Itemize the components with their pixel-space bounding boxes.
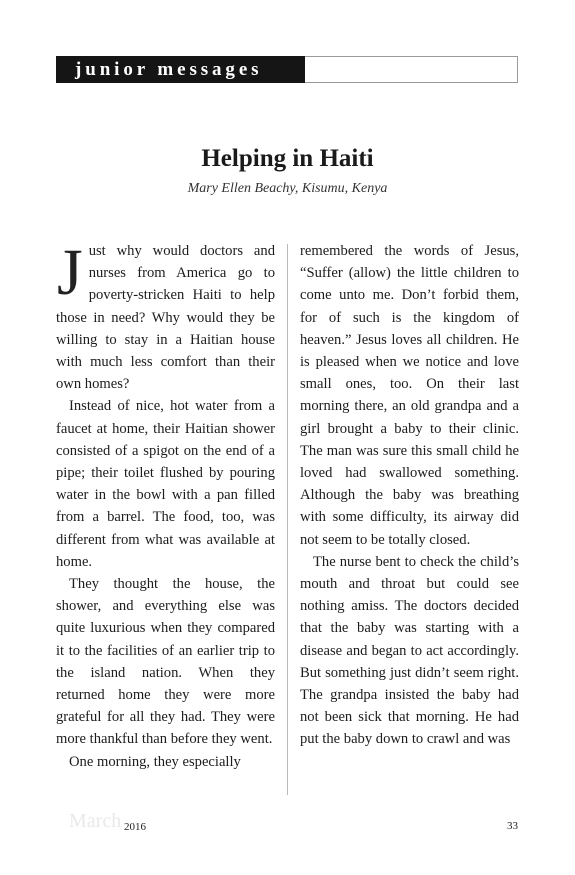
column-divider <box>287 244 288 795</box>
footer-year: 2016 <box>124 821 146 833</box>
paragraph-3: They thought the house, the shower, and everything else was quite luxurious when they compared it to the facilities of an earlier trip to the island nation. When they returned home they were more grateful for all they had. They were more thankful than before they went. <box>56 576 275 748</box>
section-header <box>56 56 518 83</box>
right-column <box>300 240 519 751</box>
section-label: junior messages <box>56 56 305 83</box>
paragraph-6: The nurse bent to check the child’s mouth and throat but could see nothing amiss. The doctors decided that the baby was starting with a disease and began to act accordingly. But something just didn’t seem right. The grandpa insisted the baby had not been sick that morning. He had put the baby down to crawl and was <box>300 553 519 748</box>
footer-month: March <box>69 810 122 832</box>
paragraph-1 <box>56 236 275 395</box>
paragraph-5: remembered the words of Jesus, “Suffer (allow) the little children to come unto me. Don’t forbid them, for of such is the kingdom of heaven.” Jesus loves all children. He is pleased when we notice and love small ones, too. On their last morning there, an old grandpa and a girl brought a baby to their clinic. The man was sure this small child he loved had swallowed something. Although the baby was breathing with some difficulty, its airway did not seem to be totally closed. <box>300 243 519 548</box>
paragraph-4: One morning, they especially <box>69 753 241 770</box>
drop-cap: J <box>57 236 83 309</box>
paragraph-1-text: ust why would doctors and nurses from America go to poverty-stricken Haiti to help those in need? Why would they be willing to stay in a Haitian house with much less comfort than their own homes? <box>56 243 275 393</box>
paragraph-2: Instead of nice, hot water from a faucet at home, their Haitian shower consisted of a spigot on the end of a pipe; their toilet flushed by pouring water in the bowl with a pan filled from a barrel. The food, too, was different from what was available at home. <box>56 398 275 570</box>
left-column <box>56 236 275 773</box>
article-byline: Mary Ellen Beachy, Kisumu, Kenya <box>187 181 388 196</box>
page-number: 33 <box>507 820 518 832</box>
article-title: Helping in Haiti <box>201 145 374 172</box>
